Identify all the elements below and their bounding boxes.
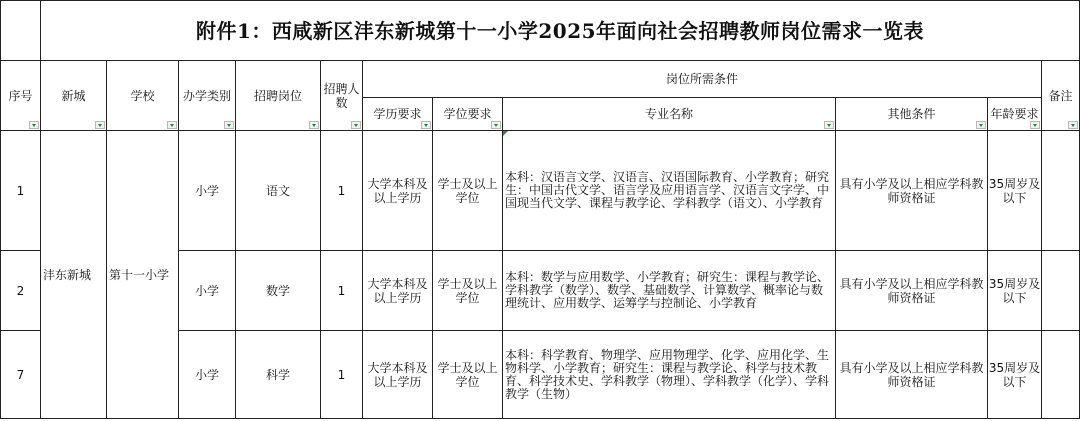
table-title: 附件1：西咸新区沣东新城第十一小学2025年面向社会招聘教师岗位需求一览表 — [41, 1, 1080, 61]
header-school-label: 学校 — [130, 88, 155, 103]
header-school-type-label: 办学类别 — [182, 88, 231, 103]
header-other-label: 其他条件 — [887, 107, 936, 121]
header-seq-label: 序号 — [8, 88, 33, 103]
header-school-type — [179, 61, 236, 131]
cell-major[interactable] — [503, 131, 836, 251]
header-position — [236, 61, 321, 131]
cell-age[interactable]: 35周岁及以下 — [988, 131, 1042, 251]
filter-dropdown-icon[interactable] — [309, 121, 319, 129]
header-conditions — [363, 61, 1042, 98]
cell-major-text: 本科：汉语言文学、汉语言、汉语国际教育、小学教育；研究生：中国古代文学、语言学及应用语言学、汉语言文字学、中国现当代文学、课程与教学论、学科教学（语文）、小学教育 — [505, 170, 830, 210]
cell-other[interactable]: 具有小学及以上相应学科教师资格证 — [836, 331, 988, 419]
cell-education[interactable]: 大学本科及以上学历 — [363, 251, 433, 331]
comment-marker-icon — [503, 131, 508, 136]
filter-dropdown-icon[interactable] — [351, 121, 361, 129]
header-major-label: 专业名称 — [644, 107, 693, 121]
filter-dropdown-icon[interactable] — [29, 121, 39, 129]
cell-district[interactable]: 沣东新城 — [41, 131, 107, 419]
cell-other[interactable]: 具有小学及以上相应学科教师资格证 — [836, 251, 988, 331]
cell-degree[interactable]: 学士及以上学位 — [433, 251, 503, 331]
header-district-label: 新城 — [61, 88, 86, 103]
cell-remark[interactable] — [1042, 331, 1080, 419]
header-education-label: 学历要求 — [373, 107, 422, 121]
header-count-label: 招聘人数 — [323, 81, 360, 110]
cell-major[interactable]: 本科：科学教育、物理学、应用物理学、化学、应用化学、生物科学、小学教育；研究生：课程与教学论、科学与技术教育、科学技术史、学科教学（物理）、学科教学（化学）、学科教学（生物） — [503, 331, 836, 419]
cell-position[interactable]: 语文 — [236, 131, 321, 251]
cell-school-type[interactable]: 小学 — [179, 131, 236, 251]
cell-major[interactable]: 本科：数学与应用数学、小学教育；研究生：课程与教学论、学科教学（数学）、数学、基础数学、计算数学、概率论与数理统计、应用数学、运筹学与控制论、小学教育 — [503, 251, 836, 331]
filter-dropdown-icon[interactable] — [1068, 121, 1078, 129]
cell-age[interactable]: 35周岁及以下 — [988, 251, 1042, 331]
filter-dropdown-icon[interactable] — [167, 121, 177, 129]
filter-dropdown-icon[interactable] — [224, 121, 234, 129]
header-degree — [433, 98, 503, 131]
header-age-label: 年龄要求 — [990, 107, 1039, 121]
cell-seq[interactable]: 2 — [1, 251, 41, 331]
filter-dropdown-icon[interactable] — [824, 121, 834, 129]
filter-dropdown-icon[interactable] — [491, 121, 501, 129]
cell-age[interactable]: 35周岁及以下 — [988, 331, 1042, 419]
filter-dropdown-icon[interactable] — [421, 121, 431, 129]
filter-dropdown-icon[interactable] — [1030, 121, 1040, 129]
cell-school[interactable]: 第十一小学 — [107, 131, 179, 419]
filter-dropdown-icon[interactable] — [976, 121, 986, 129]
header-seq — [1, 61, 41, 131]
cell-school-type[interactable]: 小学 — [179, 251, 236, 331]
cell-count[interactable]: 1 — [321, 131, 363, 251]
header-remark — [1042, 61, 1080, 131]
header-row-1 — [1, 61, 1080, 98]
cell-seq[interactable]: 1 — [1, 131, 41, 251]
filter-dropdown-icon[interactable] — [95, 121, 105, 129]
cell-position[interactable]: 数学 — [236, 251, 321, 331]
cell-other[interactable]: 具有小学及以上相应学科教师资格证 — [836, 131, 988, 251]
title-row — [1, 1, 1080, 61]
header-degree-label: 学位要求 — [443, 107, 492, 121]
header-major — [503, 98, 836, 131]
cell-remark[interactable] — [1042, 251, 1080, 331]
header-district — [41, 61, 107, 131]
cell-count[interactable]: 1 — [321, 251, 363, 331]
cell-count[interactable]: 1 — [321, 331, 363, 419]
table-row — [1, 131, 1080, 251]
header-other — [836, 98, 988, 131]
cell-school-type[interactable]: 小学 — [179, 331, 236, 419]
cell-seq[interactable]: 7 — [1, 331, 41, 419]
header-position-label: 招聘岗位 — [253, 88, 302, 103]
cell-degree[interactable]: 学士及以上学位 — [433, 331, 503, 419]
cell-education[interactable]: 大学本科及以上学历 — [363, 331, 433, 419]
header-count — [321, 61, 363, 131]
cell-position[interactable]: 科学 — [236, 331, 321, 419]
header-education — [363, 98, 433, 131]
header-age — [988, 98, 1042, 131]
corner-cell — [1, 1, 41, 61]
cell-degree[interactable]: 学士及以上学位 — [433, 131, 503, 251]
header-school — [107, 61, 179, 131]
header-conditions-label: 岗位所需条件 — [665, 72, 738, 86]
cell-remark[interactable] — [1042, 131, 1080, 251]
cell-education[interactable]: 大学本科及以上学历 — [363, 131, 433, 251]
header-remark-label: 备注 — [1048, 88, 1073, 103]
